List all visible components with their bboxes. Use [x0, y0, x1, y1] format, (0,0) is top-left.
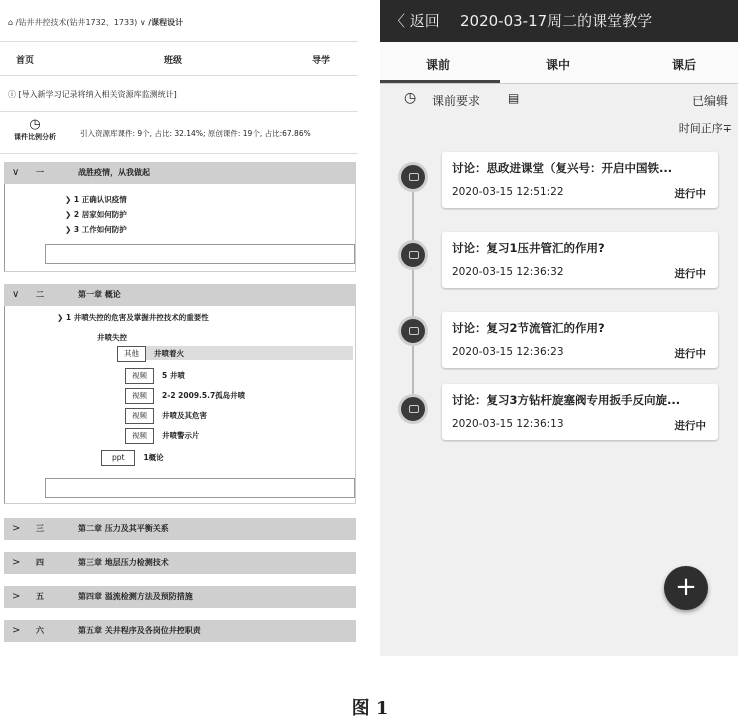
back-button[interactable]: 〈 返回 — [390, 12, 440, 30]
tab-in-class[interactable]: 课中 — [546, 58, 571, 72]
resource-row[interactable] — [125, 368, 185, 382]
lesson-item[interactable]: ❯ 3 工作如何防护 — [65, 225, 127, 234]
sort-order-button[interactable]: 时间正序∓ — [678, 122, 732, 135]
chapter-header-4[interactable] — [4, 552, 356, 574]
chevron-right-icon[interactable]: > — [12, 591, 21, 602]
activity-time: 2020-03-15 12:36:32 — [452, 266, 564, 278]
resource-type-tag: 视频 — [125, 368, 154, 384]
chapter-header-3[interactable] — [4, 518, 356, 540]
notice-text: [导入新学习记录将纳入相关资源库监测统计] — [18, 90, 177, 99]
resource-name[interactable]: 井喷及其危害 — [162, 411, 207, 420]
clipboard-icon[interactable]: ▤ — [508, 91, 520, 105]
activity-title: 讨论：复习1压井管汇的作用? — [452, 241, 605, 255]
chevron-down-icon[interactable]: ∨ — [12, 167, 20, 178]
add-activity-button[interactable]: + — [664, 566, 708, 610]
resource-row[interactable] — [125, 408, 207, 422]
resource-row[interactable] — [125, 388, 245, 402]
chevron-right-icon[interactable]: > — [12, 625, 21, 636]
add-section-input[interactable] — [45, 478, 355, 498]
resource-name[interactable]: 1概论 — [143, 453, 164, 462]
resource-row[interactable] — [125, 428, 200, 442]
activity-time: 2020-03-15 12:36:13 — [452, 418, 564, 430]
resource-name[interactable]: 5 井喷 — [162, 371, 185, 380]
chapter-header-2[interactable] — [4, 284, 356, 306]
active-tab-indicator — [380, 80, 500, 83]
resource-name[interactable]: 井喷警示片 — [162, 431, 200, 440]
activity-time: 2020-03-15 12:51:22 — [452, 186, 564, 198]
discussion-icon — [398, 162, 428, 192]
chapter-header-1[interactable] — [4, 162, 356, 184]
resource-type-tag: ppt — [101, 450, 135, 466]
chapter-number: 四 — [36, 558, 44, 567]
discussion-icon — [398, 394, 428, 424]
section-item[interactable]: ❯ 1 井喷失控的危害及掌握井控技术的重要性 — [57, 313, 209, 322]
nav-study[interactable]: 导学 — [312, 56, 331, 66]
top-nav — [0, 44, 358, 76]
chapter-title: 第一章 概论 — [78, 290, 121, 299]
chapter-header-6[interactable] — [4, 620, 356, 642]
chevron-down-icon[interactable]: ∨ — [139, 18, 146, 27]
chevron-right-icon: ❯ — [65, 210, 74, 219]
nav-home[interactable]: 首页 — [16, 56, 35, 66]
requirement-label: 课前要求 — [432, 94, 481, 108]
activity-time: 2020-03-15 12:36:23 — [452, 346, 564, 358]
chevron-right-icon[interactable]: > — [12, 557, 21, 568]
course-design-panel — [0, 0, 360, 660]
courseware-analysis-button[interactable] — [4, 118, 66, 142]
tab-before-class[interactable]: 课前 — [426, 58, 451, 72]
resource-name[interactable]: 井喷着火 — [154, 349, 184, 358]
discussion-icon — [398, 240, 428, 270]
activity-card[interactable] — [442, 152, 718, 208]
stats-text: 引入资源库课件: 9个, 占比: 32.14%; 原创课件: 19个, 占比:67.86% — [80, 129, 311, 138]
resource-name[interactable]: 2-2 2009.5.7孤岛井喷 — [162, 391, 246, 400]
stats-bar — [0, 114, 358, 154]
activity-title: 讨论：复习2节流管汇的作用? — [452, 321, 605, 335]
edit-status[interactable]: 已编辑 — [691, 94, 728, 108]
chapter-title: 第五章 关井程序及各岗位井控职责 — [78, 626, 201, 635]
chapter-title: 战胜疫情，从我做起 — [78, 168, 150, 177]
requirement-bar — [380, 84, 738, 114]
chapter-number: 五 — [36, 592, 44, 601]
activity-card[interactable] — [442, 312, 718, 368]
chapter-header-5[interactable] — [4, 586, 356, 608]
title-bar — [380, 0, 738, 42]
chevron-right-icon: ❯ — [65, 225, 74, 234]
lesson-item[interactable]: ❯ 2 居家如何防护 — [65, 210, 127, 219]
resource-type-tag: 其他 — [117, 346, 146, 362]
clock-icon: ◷ — [404, 90, 417, 106]
resource-type-tag: 视频 — [125, 388, 154, 404]
courseware-analysis-label: 课件比例分析 — [14, 133, 56, 141]
chapter-number: 一 — [36, 168, 44, 177]
chapter-number: 六 — [36, 626, 44, 635]
chapter-body-2 — [4, 306, 356, 504]
chapter-body-1 — [4, 184, 356, 272]
figure-caption: 图 1 — [351, 698, 389, 719]
lesson-item[interactable]: ❯ 1 正确认识疫情 — [65, 195, 127, 204]
breadcrumb — [0, 4, 358, 42]
resource-type-tag: 视频 — [125, 408, 154, 424]
activity-card[interactable] — [442, 232, 718, 288]
chapter-title: 第二章 压力及其平衡关系 — [78, 524, 169, 533]
activity-status: 进行中 — [674, 420, 706, 432]
page-title: 2020-03-17周二的课堂教学 — [460, 12, 653, 30]
activity-card[interactable] — [442, 384, 718, 440]
add-lesson-input[interactable] — [45, 244, 355, 264]
resource-group: 井喷失控 — [97, 333, 127, 342]
activity-title: 讨论：复习3方钻杆旋塞阀专用扳手反向旋... — [452, 393, 681, 407]
chapter-title: 第三章 地层压力检测技术 — [78, 558, 169, 567]
activity-status: 进行中 — [674, 188, 706, 200]
classroom-teaching-panel — [380, 0, 738, 656]
clock-icon: ◷ — [29, 117, 41, 132]
chevron-down-icon: ❯ — [57, 313, 66, 322]
breadcrumb-path[interactable]: /钻井井控技术(钻井1732、1733) — [15, 18, 138, 27]
chevron-right-icon: ❯ — [65, 195, 74, 204]
home-icon[interactable]: ⌂ — [8, 18, 14, 27]
timeline-line — [412, 170, 414, 410]
ppt-row[interactable] — [101, 450, 164, 464]
resource-type-tag: 视频 — [125, 428, 154, 444]
chevron-right-icon[interactable]: > — [12, 523, 21, 534]
tab-after-class[interactable]: 课后 — [672, 58, 697, 72]
discussion-icon — [398, 316, 428, 346]
chapter-number: 三 — [36, 524, 44, 533]
nav-class[interactable]: 班级 — [164, 56, 183, 66]
activity-status: 进行中 — [674, 348, 706, 360]
breadcrumb-current: /课程设计 — [148, 18, 184, 27]
resource-row[interactable] — [117, 346, 353, 360]
chapter-title: 第四章 溢流检测方法及预防措施 — [78, 592, 193, 601]
phase-tabs — [380, 42, 738, 84]
chapter-number: 二 — [36, 290, 44, 299]
activity-title: 讨论：思政进课堂（复兴号：开启中国铁... — [452, 161, 673, 175]
info-icon: ⓘ — [8, 90, 16, 99]
chevron-down-icon[interactable]: ∨ — [12, 289, 20, 300]
activity-status: 进行中 — [674, 268, 706, 280]
notice-bar — [0, 78, 358, 112]
